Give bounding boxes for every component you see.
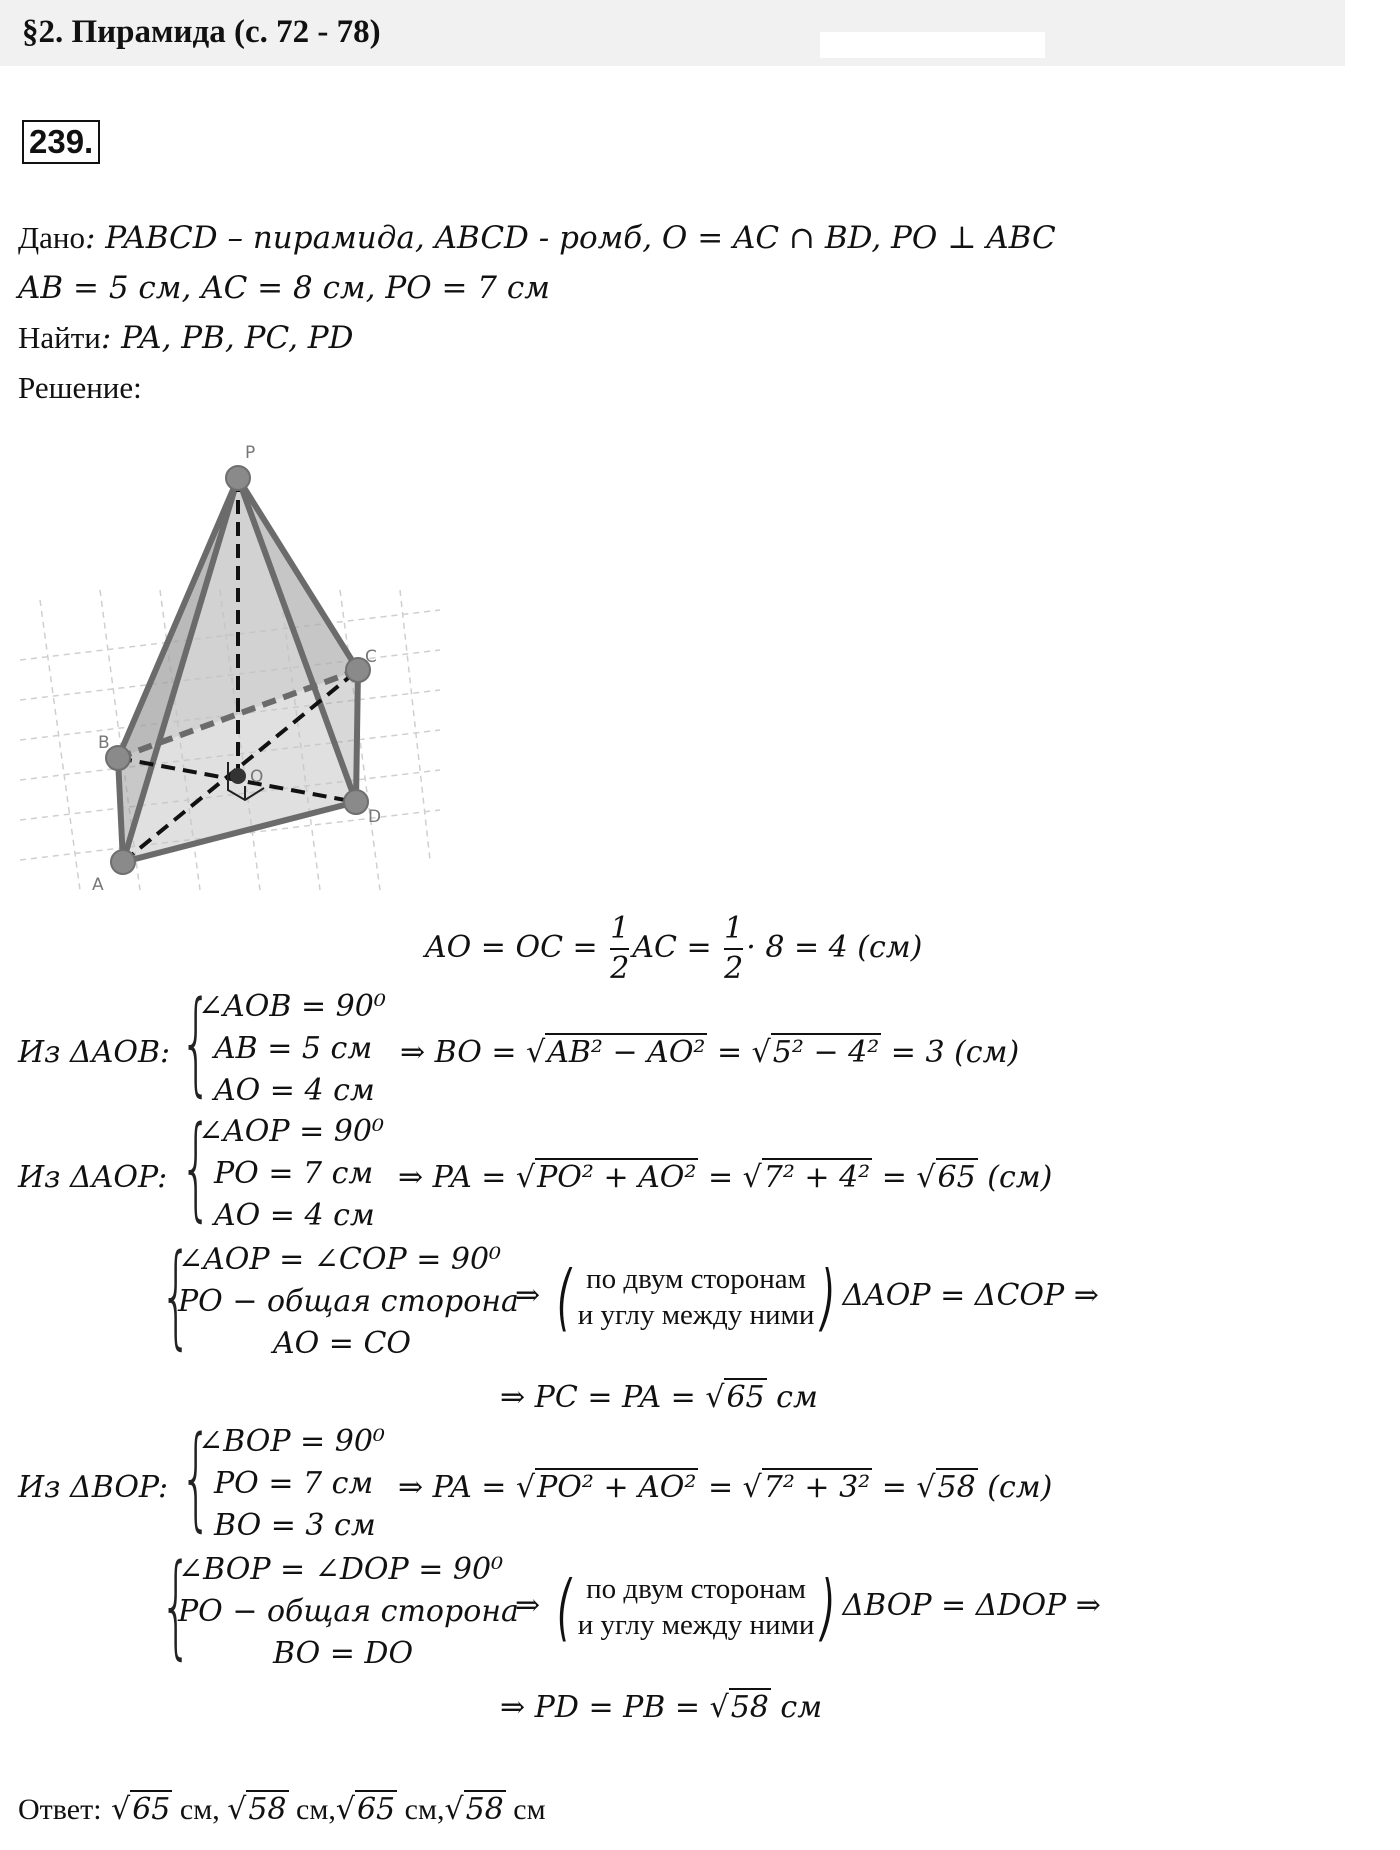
section-title: §2. Пирамида (с. 72 - 78) (22, 14, 381, 50)
result-pa-65: ⇒ PA = √PO² + AO² = √7² + 4² = √65 (см) (398, 1160, 1053, 1195)
label-triangle-bop: Из ΔBOP: (18, 1470, 169, 1505)
vertex-label-d: D (368, 807, 382, 827)
brace-bop: { (180, 1413, 213, 1543)
step-ao-oc: AO = OC = $\frac{1}{2}$ AC = $\frac{1}{2}$ · 8 = 4 (см) (425, 911, 923, 986)
given-label: Дано (18, 220, 85, 255)
conditions-congruence-2: ∠BOP = ∠DOP = 90⁰ PO − общая сторона BO = DO (178, 1552, 519, 1671)
conditions-congruence-1: ∠AOP = ∠COP = 90⁰ PO − общая сторона AO = CO (178, 1242, 519, 1361)
result-pc: ⇒ PC = PA = √65 см (500, 1380, 818, 1415)
vertex-label-a: A (92, 875, 104, 895)
label-triangle-aop: Из ΔAOP: (18, 1160, 168, 1195)
fraction-half-2: $\frac{1}{2}$ (724, 911, 744, 986)
vertex-label-b: B (98, 733, 110, 753)
brace-congruence-2: { (160, 1541, 193, 1671)
result-bo: ⇒ BO = √AB² − AO² = √5² − 4² = 3 (см) (400, 1035, 1020, 1070)
vertex-label-o: O (250, 767, 264, 787)
given-line-1 (18, 220, 1056, 256)
conditions-aob: ∠AOB = 90⁰ AB = 5 см AO = 4 см (198, 989, 386, 1108)
answer-label: Ответ: (18, 1793, 102, 1826)
given-text: : PABCD – пирамида, ABCD - ромб, O = AC ∩ BD, PO ⊥ ABC (85, 220, 1056, 256)
solution-line: Решение: (18, 370, 142, 405)
find-text: : PA, PB, PC, PD (100, 320, 354, 356)
vertex-label-c: C (365, 647, 377, 667)
fraction-half: $\frac{1}{2}$ (610, 911, 630, 986)
brace-aop: { (180, 1103, 213, 1233)
conditions-aop: ∠AOP = 90⁰ PO = 7 см AO = 4 см (198, 1114, 384, 1233)
pyramid-figure (20, 440, 440, 900)
solution-label: Решение (18, 370, 134, 405)
label-triangle-aob: Из ΔAOB: (18, 1035, 171, 1070)
reason-congruence-2: ⇒ ( по двум сторонам и углу между ними ) ΔBOP = ΔDOP ⇒ (515, 1565, 1101, 1649)
vertex-label-p: P (245, 443, 256, 463)
result-pd: ⇒ PD = PB = √58 см (500, 1690, 823, 1725)
brace-aob: { (180, 978, 213, 1108)
find-label: Найти (18, 320, 101, 355)
header-blank (820, 32, 1045, 58)
brace-congruence-1: { (160, 1231, 193, 1361)
problem-number: 239. (22, 120, 100, 164)
given-line-2: AB = 5 см, AC = 8 см, PO = 7 см (18, 270, 550, 306)
result-pb-58: ⇒ PA = √PO² + AO² = √7² + 3² = √58 (см) (398, 1470, 1053, 1505)
reason-congruence-1: ⇒ ( по двум сторонам и углу между ними ) ΔAOP = ΔCOP ⇒ (515, 1255, 1099, 1339)
find-line (18, 320, 354, 356)
conditions-bop: ∠BOP = 90⁰ PO = 7 см BO = 3 см (198, 1424, 385, 1543)
answer-line: Ответ: √65 см, √58 см,√65 см,√58 см (18, 1792, 546, 1827)
